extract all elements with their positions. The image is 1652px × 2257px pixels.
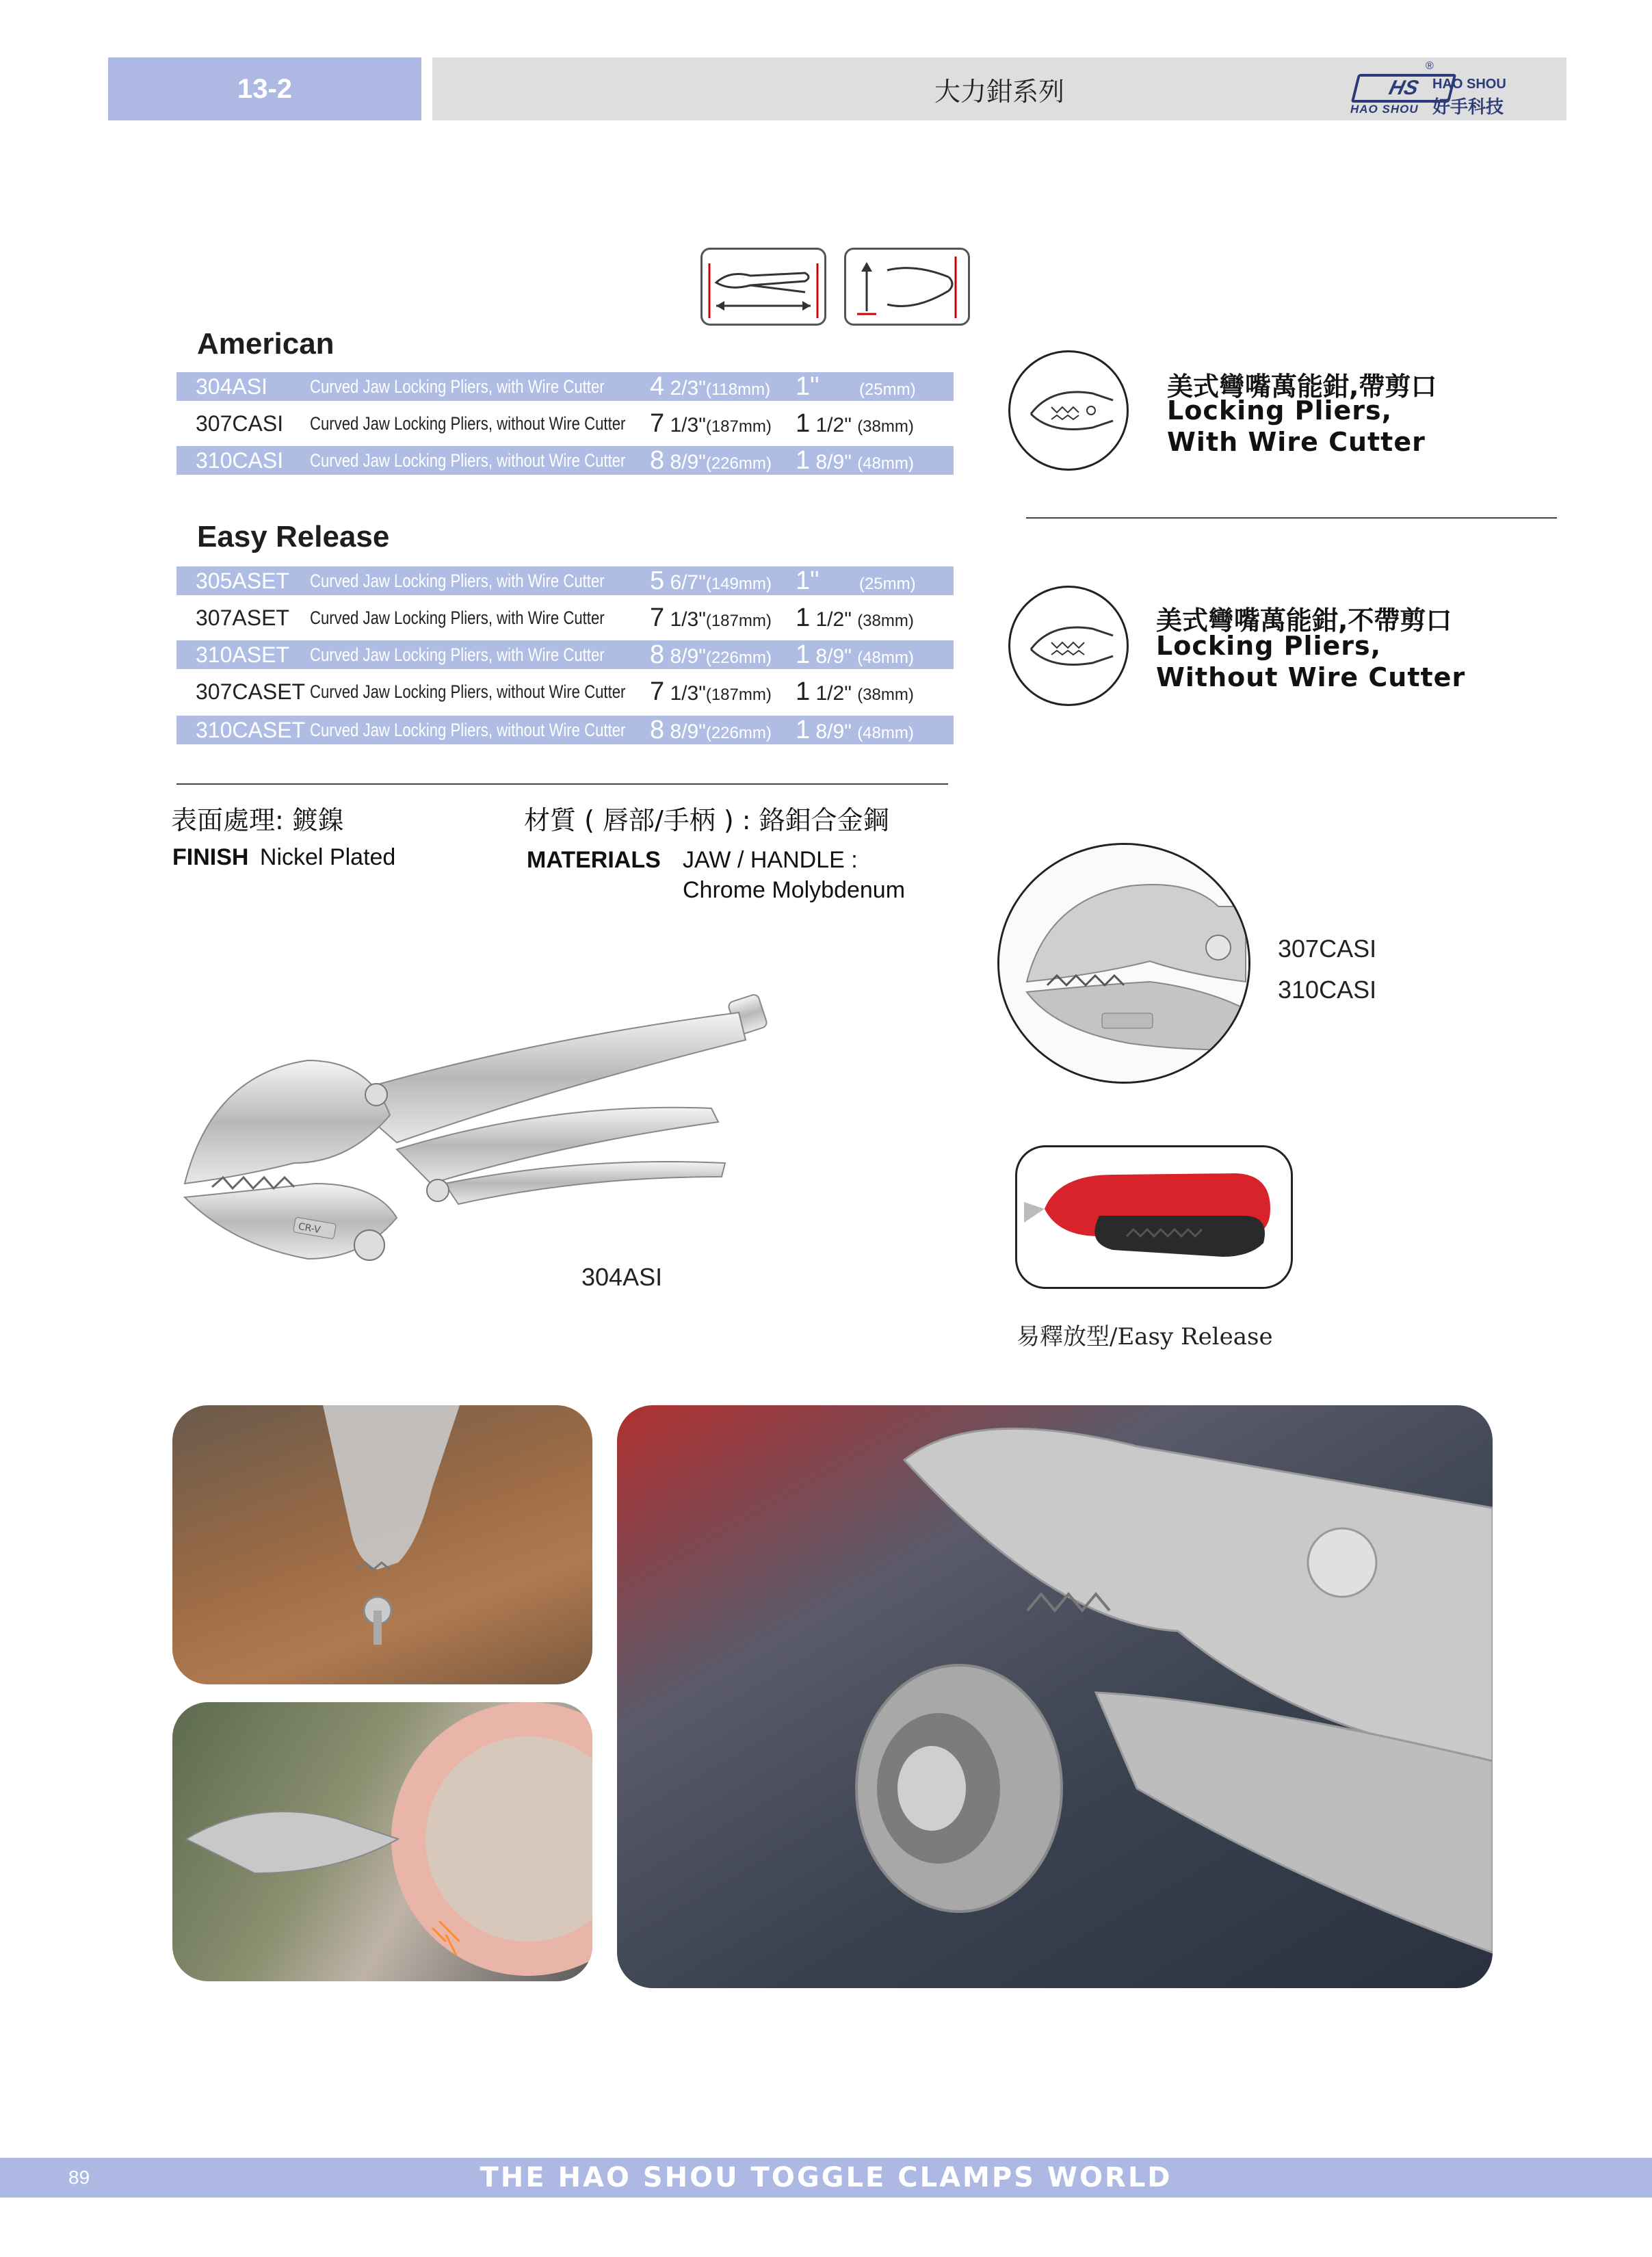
- model-desc: Curved Jaw Locking Pliers, with Wire Cutter: [310, 608, 605, 628]
- model-desc: Curved Jaw Locking Pliers, without Wire Cutter: [310, 413, 626, 434]
- table-row: 304ASI Curved Jaw Locking Pliers, with Wire Cutter 4 2/3"(118mm) 1" (25mm): [176, 372, 954, 401]
- header-bar: [432, 57, 1566, 120]
- page-code-tab: [108, 57, 421, 120]
- page-title: 大力鉗系列: [934, 76, 1064, 107]
- easy-release-title: Easy Release: [197, 520, 390, 553]
- type-2-english-line2: Without Wire Cutter: [1156, 662, 1466, 692]
- table-row: 305ASET Curved Jaw Locking Pliers, with Wire Cutter 5 6/7"(149mm) 1" (25mm): [176, 566, 954, 595]
- finish-chinese: 表面處理: 鍍鎳: [171, 805, 344, 835]
- photo-pliers-grinding: [172, 1702, 592, 1981]
- table-row: 307CASET Curved Jaw Locking Pliers, without Wire Cutter 7 1/3"(187mm) 1 1/2" (38mm): [176, 677, 954, 706]
- model-code: 310CASET: [196, 718, 306, 742]
- detail-label-1: 307CASI: [1278, 935, 1377, 963]
- page-number: 89: [68, 2167, 90, 2188]
- model-code: 310ASET: [196, 642, 289, 667]
- model-code: 305ASET: [196, 569, 289, 593]
- american-title: American: [197, 327, 335, 361]
- type-1-chinese: 美式彎嘴萬能鉗,帶剪口: [1167, 371, 1437, 402]
- photo-pliers-on-screw: [172, 1405, 592, 1684]
- model-desc: Curved Jaw Locking Pliers, without Wire Cutter: [310, 681, 626, 702]
- type-2-english-line1: Locking Pliers,: [1156, 631, 1382, 661]
- jaw-with-cutter-icon: [1008, 350, 1129, 471]
- model-code: 307CASI: [196, 411, 284, 436]
- jaw-opening-icon: [844, 248, 970, 326]
- type-1-english-line2: With Wire Cutter: [1167, 427, 1426, 457]
- jaw-detail-image: [997, 843, 1250, 1084]
- footer-title: THE HAO SHOU TOGGLE CLAMPS WORLD: [480, 2162, 1172, 2193]
- model-desc: Curved Jaw Locking Pliers, with Wire Cutter: [310, 571, 605, 591]
- registered-mark: ®: [1426, 60, 1434, 72]
- model-desc: Curved Jaw Locking Pliers, with Wire Cutter: [310, 644, 605, 665]
- finish-value: Nickel Plated: [259, 844, 396, 870]
- model-desc: Curved Jaw Locking Pliers, without Wire Cutter: [310, 720, 626, 740]
- photo-pliers-gripping-fitting: [617, 1405, 1493, 1988]
- model-code: 307CASET: [196, 679, 306, 704]
- model-code: 307ASET: [196, 605, 289, 630]
- type-1-english-line1: Locking Pliers,: [1167, 395, 1393, 426]
- easy-release-handle-image: [1015, 1145, 1293, 1289]
- model-desc: Curved Jaw Locking Pliers, without Wire Cutter: [310, 450, 626, 471]
- divider: [176, 783, 948, 785]
- table-row: 310ASET Curved Jaw Locking Pliers, with Wire Cutter 8 8/9"(226mm) 1 8/9" (48mm): [176, 640, 954, 669]
- jaw-stamp: CR-V: [297, 1221, 322, 1236]
- footer-bar: [0, 2158, 1652, 2197]
- table-row: 307CASI Curved Jaw Locking Pliers, without Wire Cutter 7 1/3"(187mm) 1 1/2" (38mm): [176, 409, 954, 438]
- easy-release-caption: 易釋放型/Easy Release: [1017, 1323, 1273, 1351]
- table-row: 307ASET Curved Jaw Locking Pliers, with Wire Cutter 7 1/3"(187mm) 1 1/2" (38mm): [176, 603, 954, 632]
- detail-label-2: 310CASI: [1278, 976, 1377, 1004]
- jaw-without-cutter-icon: [1008, 586, 1129, 706]
- materials-label: MATERIALS: [527, 847, 661, 873]
- table-row: 310CASET Curved Jaw Locking Pliers, without Wire Cutter 8 8/9"(226mm) 1 8/9" (48mm): [176, 716, 954, 744]
- table-row: 310CASI Curved Jaw Locking Pliers, without Wire Cutter 8 8/9"(226mm) 1 8/9" (48mm): [176, 446, 954, 475]
- model-desc: Curved Jaw Locking Pliers, with Wire Cutter: [310, 376, 605, 397]
- finish-label: FINISH: [172, 844, 249, 870]
- page-code: 13-2: [237, 73, 293, 104]
- materials-value-line1: JAW / HANDLE :: [683, 847, 858, 873]
- finish-line: [172, 844, 395, 871]
- divider: [1026, 517, 1557, 519]
- logo-subtext: HAO SHOU: [1350, 103, 1419, 116]
- model-code: 310CASI: [196, 448, 284, 473]
- type-2-chinese: 美式彎嘴萬能鉗,不帶剪口: [1156, 605, 1452, 636]
- logo-english: HAO SHOU: [1432, 77, 1506, 92]
- length-dimension-icon: [700, 248, 826, 326]
- product-label: 304ASI: [581, 1263, 663, 1291]
- materials-value-line2: Chrome Molybdenum: [683, 877, 906, 903]
- pliers-304asi-image: [171, 958, 787, 1314]
- logo-mark: HS: [1351, 74, 1456, 103]
- model-code: 304ASI: [196, 374, 267, 399]
- materials-chinese: 材質 ( 唇部/手柄 ) : 鉻鉬合金鋼: [524, 805, 889, 835]
- logo-chinese: 好手科技: [1432, 97, 1504, 118]
